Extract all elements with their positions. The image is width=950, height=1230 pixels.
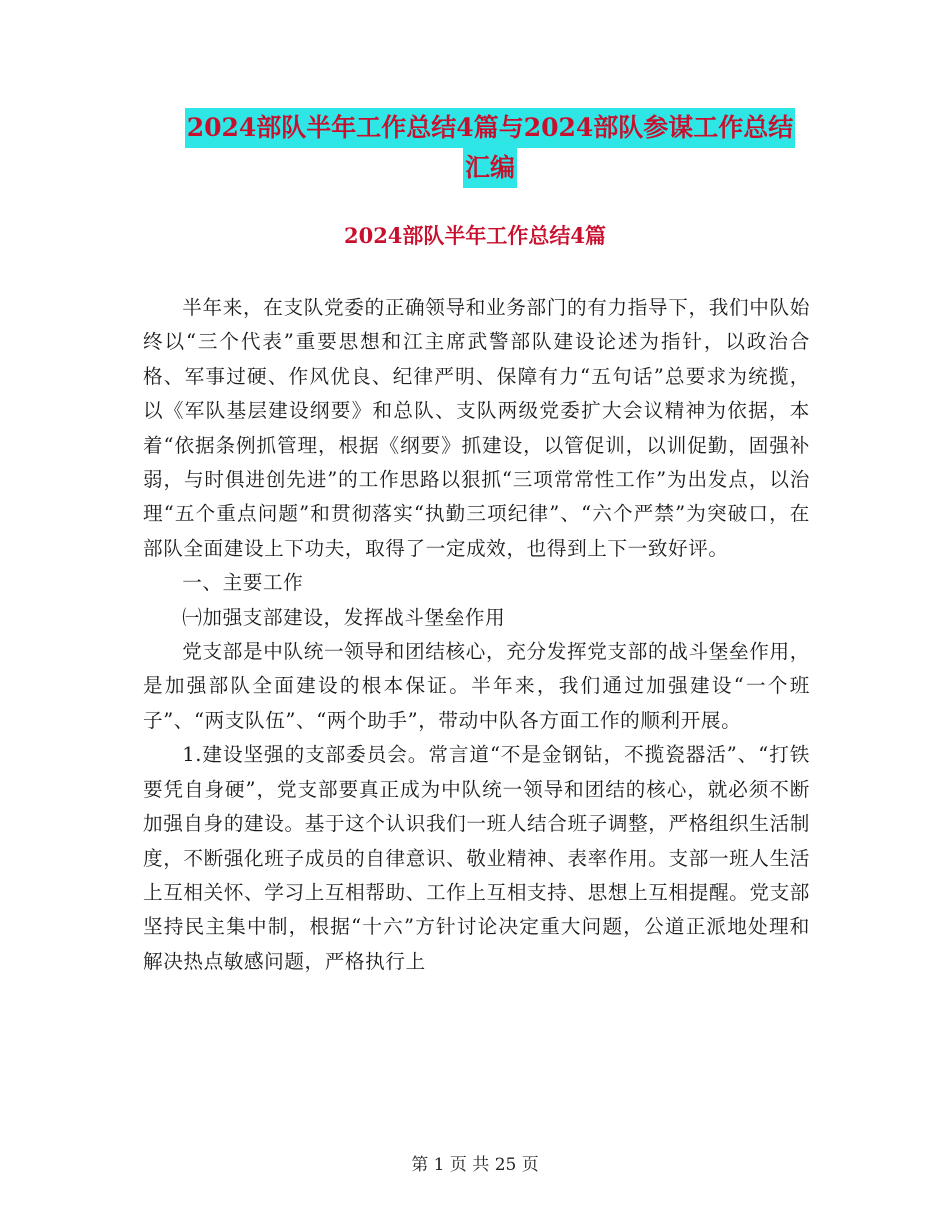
page-footer: 第 1 页 共 25 页 xyxy=(411,1155,539,1175)
title-line-2: 汇编 xyxy=(463,148,517,188)
section-heading-main-work: 一、主要工作 xyxy=(182,571,304,595)
document-body xyxy=(143,291,810,979)
subsection-heading-party-branch: ㈠加强支部建设，发挥战斗堡垒作用 xyxy=(182,605,506,629)
document-subtitle: 2024部队半年工作总结4篇 xyxy=(343,223,607,248)
title-line-1: 2024部队半年工作总结4篇与2024部队参谋工作总结 xyxy=(185,108,796,148)
paragraph-item-1: 1.建设坚强的支部委员会。常言道“不是金钢钻，不揽瓷器活”、“打铁要凭自身硬”，党支部要真正成为中队统一领导和团结的核心，就必须不断加强自身的建设。基于这个认识我们一班人结合班子调整，严格组织生活制度，不断强化班子成员的自律意识、敬业精神、表率作用。支部一班人生活上互相关怀、学习上互相帮助、工作上互相支持、思想上互相提醒。党支部坚持民主集中制，根据“十六”方针讨论决定重大问题，公道正派地处理和解决热点敏感问题，严格执行上 xyxy=(143,743,810,973)
paragraph-party-branch: 党支部是中队统一领导和团结核心，充分发挥党支部的战斗堡垒作用，是加强部队全面建设的根本保证。半年来，我们通过加强建设“一个班子”、“两支队伍”、“两个助手”，带动中队各方面工作的顺利开展。 xyxy=(143,640,810,732)
paragraph-intro: 半年来，在支队党委的正确领导和业务部门的有力指导下，我们中队始终以“三个代表”重要思想和江主席武警部队建设论述为指针，以政治合格、军事过硬、作风优良、纪律严明、保障有力“五句话”总要求为统揽，以《军队基层建设纲要》和总队、支队两级党委扩大会议精神为依据，本着“依据条例抓管理，根据《纲要》抓建设，以管促训，以训促勤，固强补弱，与时俱进创先进”的工作思路以狠抓“三项常常性工作”为出发点，以治理“五个重点问题”和贯彻落实“执勤三项纪律”、“六个严禁”为突破口，在部队全面建设上下功夫，取得了一定成效，也得到上下一致好评。 xyxy=(143,296,810,560)
document-title xyxy=(140,108,840,188)
